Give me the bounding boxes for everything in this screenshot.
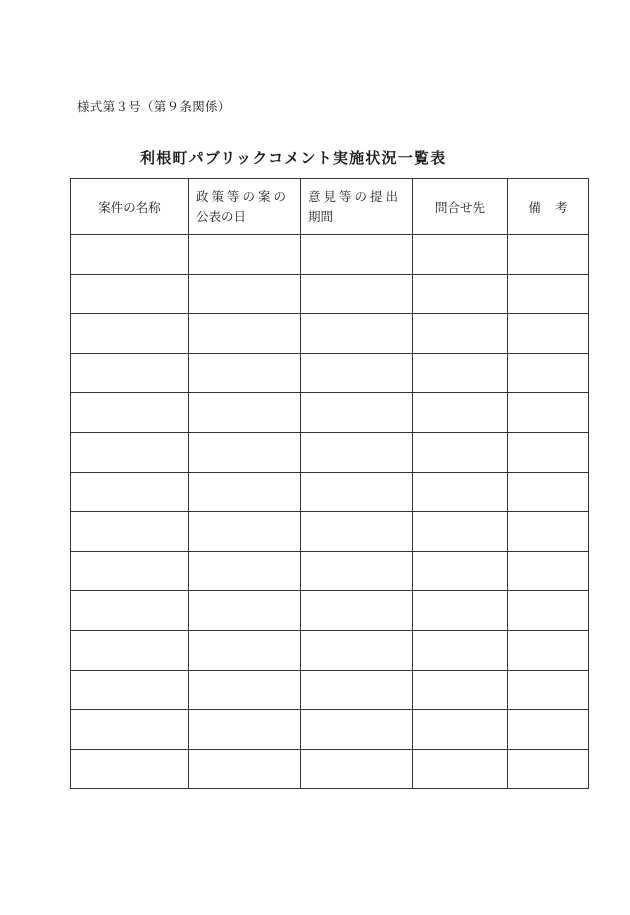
submission-period-cell: [301, 314, 413, 354]
case-name-cell: [71, 630, 189, 670]
table-row: [71, 551, 589, 591]
header-announce-date: [189, 179, 301, 235]
announce-date-cell: [189, 314, 301, 354]
announce-date-cell: [189, 393, 301, 433]
table-row: [71, 749, 589, 789]
contact-cell: [413, 274, 508, 314]
case-name-cell: [71, 591, 189, 631]
contact-cell: [413, 314, 508, 354]
header-case-name: 案件の名称: [71, 179, 189, 235]
case-name-cell: [71, 235, 189, 275]
table-row: [71, 591, 589, 631]
submission-period-cell: [301, 512, 413, 552]
table-row: [71, 710, 589, 750]
announce-date-cell: [189, 710, 301, 750]
submission-period-cell: [301, 591, 413, 631]
submission-period-cell: [301, 710, 413, 750]
remarks-cell: [508, 314, 589, 354]
table-row: [71, 353, 589, 393]
remarks-cell: [508, 710, 589, 750]
table-row: [71, 393, 589, 433]
announce-date-cell: [189, 551, 301, 591]
submission-period-cell: [301, 670, 413, 710]
submission-period-cell: [301, 630, 413, 670]
header-submission-period-line2: 期間: [308, 208, 334, 224]
header-contact: 問合せ先: [413, 179, 508, 235]
announce-date-cell: [189, 591, 301, 631]
case-name-cell: [71, 274, 189, 314]
remarks-cell: [508, 393, 589, 433]
case-name-cell: [71, 749, 189, 789]
header-announce-date-line2: 公表の日: [196, 208, 247, 224]
header-submission-period-line1: 意見等の提出: [308, 188, 402, 204]
contact-cell: [413, 710, 508, 750]
announce-date-cell: [189, 512, 301, 552]
remarks-cell: [508, 512, 589, 552]
announce-date-cell: [189, 274, 301, 314]
announce-date-cell: [189, 353, 301, 393]
form-number: 様式第３号（第９条関係）: [77, 99, 231, 114]
header-announce-date-line1: 政策等の案の: [196, 188, 290, 204]
contact-cell: [413, 630, 508, 670]
document-title: 利根町パブリックコメント実施状況一覧表: [140, 149, 447, 167]
submission-period-cell: [301, 235, 413, 275]
remarks-cell: [508, 630, 589, 670]
table-header-row: [71, 179, 589, 235]
contact-cell: [413, 512, 508, 552]
contact-cell: [413, 235, 508, 275]
table-row: [71, 274, 589, 314]
case-name-cell: [71, 432, 189, 472]
announce-date-cell: [189, 235, 301, 275]
table-row: [71, 235, 589, 275]
remarks-cell: [508, 353, 589, 393]
case-name-cell: [71, 710, 189, 750]
remarks-cell: [508, 235, 589, 275]
case-name-cell: [71, 353, 189, 393]
submission-period-cell: [301, 274, 413, 314]
table-row: [71, 512, 589, 552]
submission-period-cell: [301, 551, 413, 591]
announce-date-cell: [189, 432, 301, 472]
announce-date-cell: [189, 749, 301, 789]
announce-date-cell: [189, 670, 301, 710]
case-name-cell: [71, 314, 189, 354]
contact-cell: [413, 432, 508, 472]
contact-cell: [413, 551, 508, 591]
header-remarks: 備考: [508, 179, 589, 235]
table-body: [71, 235, 589, 789]
contact-cell: [413, 393, 508, 433]
remarks-cell: [508, 670, 589, 710]
case-name-cell: [71, 670, 189, 710]
header-submission-period: [301, 179, 413, 235]
contact-cell: [413, 749, 508, 789]
remarks-cell: [508, 591, 589, 631]
remarks-cell: [508, 274, 589, 314]
remarks-cell: [508, 472, 589, 512]
submission-period-cell: [301, 353, 413, 393]
status-table: [70, 178, 589, 789]
remarks-cell: [508, 749, 589, 789]
submission-period-cell: [301, 432, 413, 472]
announce-date-cell: [189, 630, 301, 670]
contact-cell: [413, 472, 508, 512]
contact-cell: [413, 591, 508, 631]
contact-cell: [413, 353, 508, 393]
remarks-cell: [508, 551, 589, 591]
remarks-cell: [508, 432, 589, 472]
table-row: [71, 472, 589, 512]
contact-cell: [413, 670, 508, 710]
table-row: [71, 670, 589, 710]
case-name-cell: [71, 393, 189, 433]
submission-period-cell: [301, 749, 413, 789]
table-row: [71, 314, 589, 354]
submission-period-cell: [301, 393, 413, 433]
announce-date-cell: [189, 472, 301, 512]
case-name-cell: [71, 551, 189, 591]
table-row: [71, 630, 589, 670]
case-name-cell: [71, 512, 189, 552]
submission-period-cell: [301, 472, 413, 512]
table-row: [71, 432, 589, 472]
case-name-cell: [71, 472, 189, 512]
